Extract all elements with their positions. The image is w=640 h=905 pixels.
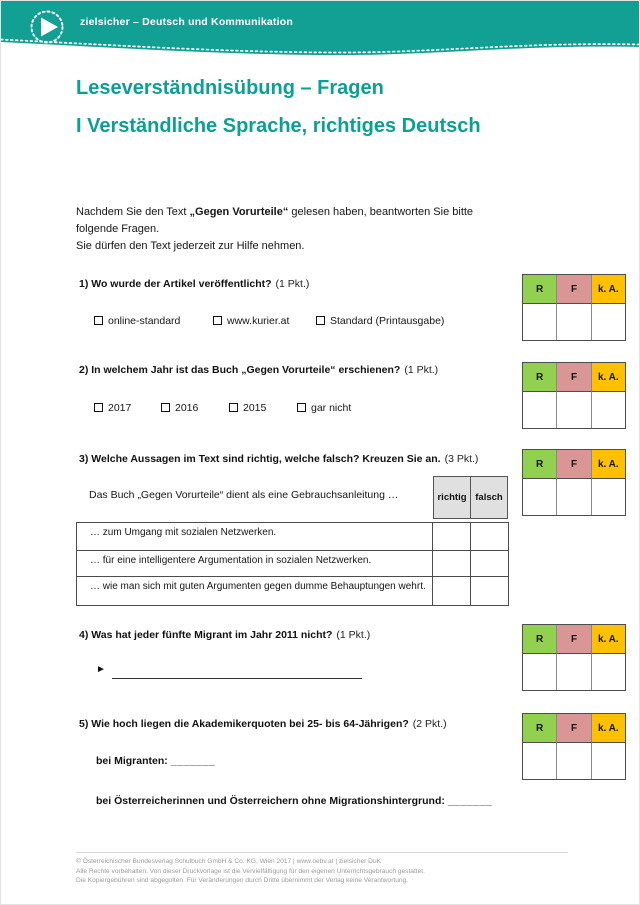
rfa-table-q4 [522, 624, 626, 691]
rfa-empty-cell [523, 653, 556, 690]
rfa-header-r: R [523, 275, 556, 303]
intro-paragraph [76, 204, 473, 255]
question-5-points: (2 Pkt.) [412, 718, 447, 730]
q3-answer-cell [470, 577, 508, 605]
question-2-points: (1 Pkt.) [404, 364, 439, 376]
rfa-empty-cell [556, 742, 590, 779]
intro-line-1: Nachdem Sie den Text „Gegen Vorurteile“ gelesen haben, beantworten Sie bitte [76, 206, 474, 218]
rfa-header-r: R [523, 625, 556, 653]
table-row: … wie man sich mit guten Argumenten gegen dumme Behauptungen wehrt. [77, 576, 508, 605]
q3-column-richtig: richtig [433, 476, 471, 519]
rfa-header-f: F [556, 363, 590, 391]
rfa-header-ka: k. A. [591, 714, 625, 742]
checkbox-icon [94, 316, 103, 325]
checkbox-icon [213, 316, 222, 325]
intro-line-3: Sie dürfen den Text jederzeit zur Hilfe nehmen. [76, 240, 305, 253]
intro-bold-text: „Gegen Vorurteile“ [189, 206, 289, 218]
question-1-label: 1) Wo wurde der Artikel veröffentlicht? (1 Pkt.) [79, 278, 310, 290]
question-4-label: 4) Was hat jeder fünfte Migrant im Jahr 2011 nicht? (1 Pkt.) [79, 629, 371, 641]
table-row: … für eine intelligentere Argumentation in sozialen Netzwerken. [77, 550, 508, 576]
checkbox-icon [316, 316, 325, 325]
rfa-header-ka: k. A. [591, 625, 625, 653]
q2-option-2017: 2017 [94, 402, 131, 414]
question-4-points: (1 Pkt.) [336, 629, 371, 641]
rfa-table-q5 [522, 713, 626, 780]
q2-option-2016: 2016 [161, 402, 198, 414]
intro-line-2: folgende Fragen. [76, 223, 160, 236]
q1-option-standard-print: Standard (Printausgabe) [316, 315, 444, 327]
rfa-header-f: F [556, 714, 590, 742]
rfa-header-f: F [556, 625, 590, 653]
q3-answer-cell [432, 523, 470, 550]
rfa-empty-cell [591, 303, 625, 340]
rfa-table-q2 [522, 362, 626, 429]
rfa-header-r: R [523, 363, 556, 391]
q4-answer-line [112, 662, 362, 679]
footer-line-2: Alle Rechte vorbehalten. Von dieser Druckvorlage ist die Vervielfältigung für den eigenen Unterrichtsgebrauch gestattet. [76, 867, 425, 875]
question-3-points: (3 Pkt.) [444, 453, 479, 465]
table-row: … zum Umgang mit sozialen Netzwerken. [77, 523, 508, 550]
q1-option-online-standard: online-standard [94, 315, 180, 327]
rfa-header-ka: k. A. [591, 450, 625, 478]
copyright-footer [76, 852, 568, 886]
rfa-header-r: R [523, 450, 556, 478]
question-2-label: 2) In welchem Jahr ist das Buch „Gegen Vorurteile“ erschienen? (1 Pkt.) [79, 364, 439, 376]
rfa-empty-cell [523, 742, 556, 779]
rfa-empty-cell [556, 303, 590, 340]
question-3-label: 3) Welche Aussagen im Text sind richtig, welche falsch? Kreuzen Sie an. (3 Pkt.) [79, 453, 479, 465]
brand-title: zielsicher – Deutsch und Kommunikation [80, 16, 293, 28]
q3-answer-cell [470, 523, 508, 550]
rfa-empty-cell [556, 478, 590, 515]
rfa-empty-cell [556, 391, 590, 428]
checkbox-icon [161, 403, 170, 412]
checkbox-icon [94, 403, 103, 412]
rfa-empty-cell [591, 478, 625, 515]
rfa-header-r: R [523, 714, 556, 742]
rfa-empty-cell [591, 391, 625, 428]
q2-option-2015: 2015 [229, 402, 266, 414]
q3-answer-cell [432, 551, 470, 576]
q1-option-kurier: www.kurier.at [213, 315, 289, 327]
rfa-empty-cell [523, 478, 556, 515]
rfa-empty-cell [523, 303, 556, 340]
rfa-header-f: F [556, 450, 590, 478]
rfa-empty-cell [591, 653, 625, 690]
answer-blank: _______ [170, 755, 216, 767]
rfa-header-f: F [556, 275, 590, 303]
q5-blank-migranten: bei Migranten: _______ [96, 755, 216, 767]
rfa-table-q1 [522, 274, 626, 341]
q3-statement: Das Buch „Gegen Vorurteile“ dient als eine Gebrauchsanleitung … [89, 489, 399, 501]
answer-blank: _______ [447, 795, 493, 807]
page-title: Leseverständnisübung – Fragen [76, 77, 384, 99]
rfa-empty-cell [556, 653, 590, 690]
q5-blank-oesterreicher: bei Österreicherinnen und Österreichern ohne Migrationshintergrund: _______ [96, 795, 493, 807]
checkbox-icon [229, 403, 238, 412]
question-5-label: 5) Wie hoch liegen die Akademikerquoten bei 25- bis 64-Jährigen? (2 Pkt.) [79, 718, 447, 730]
rfa-table-q3 [522, 449, 626, 516]
rfa-header-ka: k. A. [591, 363, 625, 391]
q3-column-falsch: falsch [470, 476, 508, 519]
footer-line-3: Die Kopiergebühren sind abgegolten. Für Veränderungen durch Dritte übernimmt der Verlag keine Verantwortung. [76, 877, 409, 885]
answer-arrow-icon: ► [96, 664, 106, 675]
rfa-empty-cell [523, 391, 556, 428]
page-subtitle: I Verständliche Sprache, richtiges Deutsch [76, 115, 481, 137]
checkbox-icon [297, 403, 306, 412]
q3-answer-cell [470, 551, 508, 576]
q3-statements-table [76, 522, 509, 606]
q2-option-gar-nicht: gar nicht [297, 402, 351, 414]
rfa-header-ka: k. A. [591, 275, 625, 303]
q3-answer-cell [432, 577, 470, 605]
banner-wave-graphic [1, 1, 640, 61]
footer-line-1: © Österreichischer Bundesverlag Schulbuch GmbH & Co. KG, Wien 2017 | www.oebv.at | zielsicher DuK [76, 858, 382, 865]
header-banner [1, 1, 640, 61]
rfa-empty-cell [591, 742, 625, 779]
question-1-points: (1 Pkt.) [275, 278, 310, 290]
